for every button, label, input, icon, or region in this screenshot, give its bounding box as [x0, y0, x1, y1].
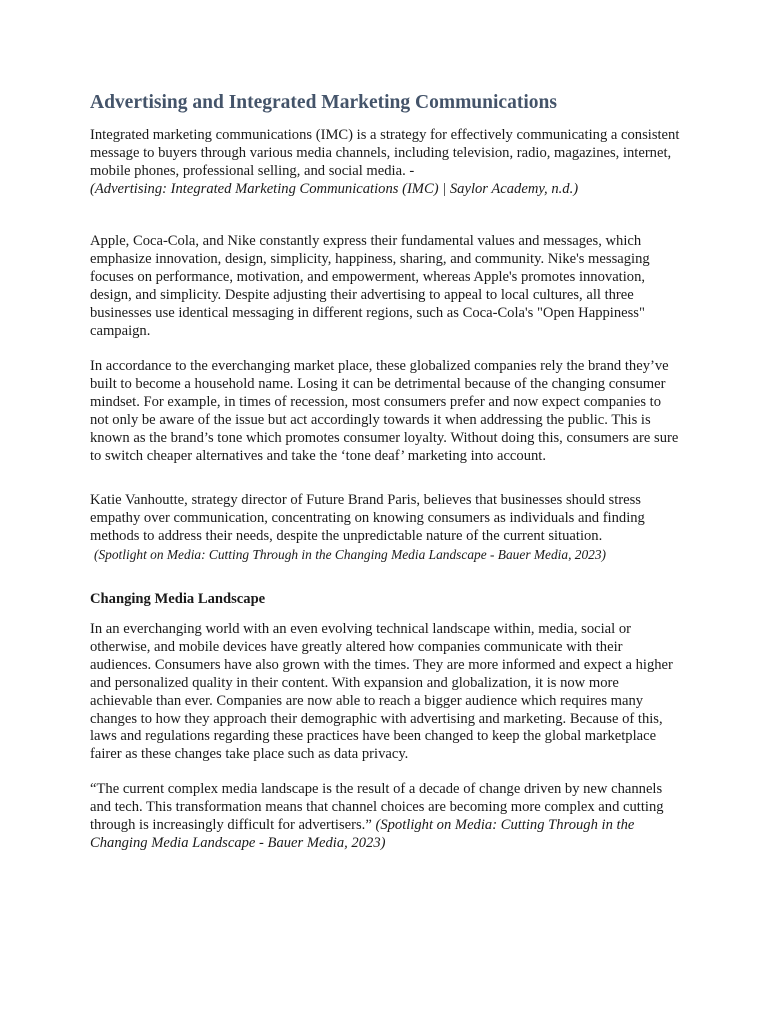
quote-text: “The current complex media landscape is the result of a decade of change driven by new channels and tech. This transformation means that channel choices are becoming more complex and cutting through is increasingly difficult for advertisers.”: [90, 781, 664, 833]
intro-paragraph: [90, 127, 680, 199]
quote-paragraph: [90, 781, 680, 853]
katie-paragraph: [90, 492, 680, 564]
market-paragraph: In accordance to the everchanging market place, these globalized companies rely the brand they’ve built to become a household name. Losing it can be detrimental because of the changing consumer mindset. For example, in times of recession, most consumers prefer and now expect companies to not only be aware of the issue but act accordingly towards it when addressing the public. This is known as the brand’s tone which promotes consumer loyalty. Without doing this, consumers are sure to switch cheaper alternatives and take the ‘tone deaf’ marketing into account.: [90, 358, 679, 464]
document-title: Advertising and Integrated Marketing Communications: [90, 92, 557, 113]
intro-text: Integrated marketing communications (IMC) is a strategy for effectively communicating a consistent message to buyers through various media channels, including television, radio, magazines, internet, mobile phones, professional selling, and social media. -: [90, 127, 680, 179]
section-heading-media-landscape: Changing Media Landscape: [90, 591, 266, 607]
quote-citation: (Spotlight on Media: Cutting Through in the Changing Media Landscape - Bauer Media, 2023): [90, 816, 635, 851]
intro-citation: (Advertising: Integrated Marketing Communications (IMC) | Saylor Academy, n.d.): [90, 180, 579, 197]
brands-paragraph: Apple, Coca-Cola, and Nike constantly express their fundamental values and messages, which emphasize innovation, design, simplicity, happiness, sharing, and community. Nike's messaging focuses on performance, motivation, and empowerment, whereas Apple's promotes innovation, design, and simplicity. Despite adjusting their advertising to appeal to local cultures, all three businesses use identical messaging in different regions, such as Coca-Cola's "Open Happiness" campaign.: [90, 233, 650, 339]
landscape-paragraph: In an everchanging world with an even evolving technical landscape within, media, social or otherwise, and mobile devices have greatly altered how companies communicate with their audiences. Consumers have also grown with the times. They are more informed and expect a higher and personalized quality in their content. With expansion and globalization, it is now more achievable than ever. Companies are now able to reach a bigger audience which requires many changes to how they approach their demographic with advertising and marketing. Because of this, laws and regulations regarding these practices have been changed to keep the global marketplace fairer as these changes take place such as data privacy.: [90, 621, 673, 763]
katie-citation: (Spotlight on Media: Cutting Through in the Changing Media Landscape - Bauer Media, 2023): [94, 546, 607, 562]
katie-text: Katie Vanhoutte, strategy director of Future Brand Paris, believes that businesses should stress empathy over communication, concentrating on knowing consumers as individuals and finding methods to address their needs, despite the unpredictable nature of the current situation.: [90, 492, 645, 544]
